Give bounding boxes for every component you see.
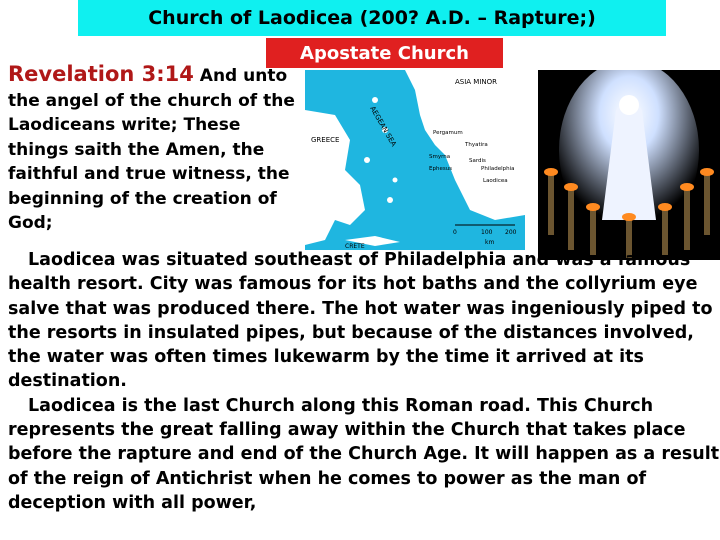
city-ephesus: Ephesus — [429, 166, 453, 172]
body-text — [8, 248, 720, 515]
paragraph-health-resort: Laodicea was situated southeast of Philadelphia and was a famous health resort. City was famous for its hot baths and the collyrium eye salve that was produced there. The hot water was ingeniously piped to the resorts in insulated pipes, but because of the distances involved, the water was often times lukewarm by the time it arrived at its destination. — [8, 250, 713, 392]
scale-tick-0: 0 — [453, 229, 457, 236]
city-philadelphia: Philadelphia — [481, 166, 515, 172]
city-sardis: Sardis — [469, 158, 486, 164]
scale-tick-2: 200 — [505, 229, 517, 236]
map-label-region: ASIA MINOR — [455, 78, 498, 86]
paragraph-last-church: Laodicea is the last Church along this Roman road. This Church represents the great falling away within the Church that takes place before the rapture and end of the Church Age. It will happen as a result of the reign of Antichrist when he comes to power as the man of deception with all power, — [8, 395, 720, 513]
seven-churches-map — [305, 70, 525, 250]
verse-block — [8, 62, 298, 236]
badge-label: Apostate Church — [300, 42, 469, 64]
verse-reference: Revelation 3:14 — [8, 62, 194, 86]
angel-lampstands-image — [538, 70, 720, 260]
scale-tick-1: 100 — [481, 229, 493, 236]
apostate-church-badge — [266, 38, 503, 68]
map-label-sea: AEGEAN SEA — [368, 105, 398, 148]
angel-head — [619, 95, 639, 115]
verse-text: And unto the angel of the church of the Laodiceans write; These things saith the Amen, the faithful and true witness, the beginning of the creation of God; — [8, 66, 295, 233]
scale-unit: km — [485, 239, 495, 246]
map-label-island: CRETE — [345, 243, 365, 250]
city-pergamum: Pergamum — [433, 130, 463, 136]
city-laodicea: Laodicea — [483, 178, 508, 184]
city-smyrna: Smyrna — [429, 154, 451, 160]
map-label-country: GREECE — [311, 136, 340, 144]
slide-title-banner — [78, 0, 666, 36]
city-thyatira: Thyatira — [465, 142, 488, 148]
slide-title: Church of Laodicea (200? A.D. – Rapture;) — [148, 7, 596, 29]
